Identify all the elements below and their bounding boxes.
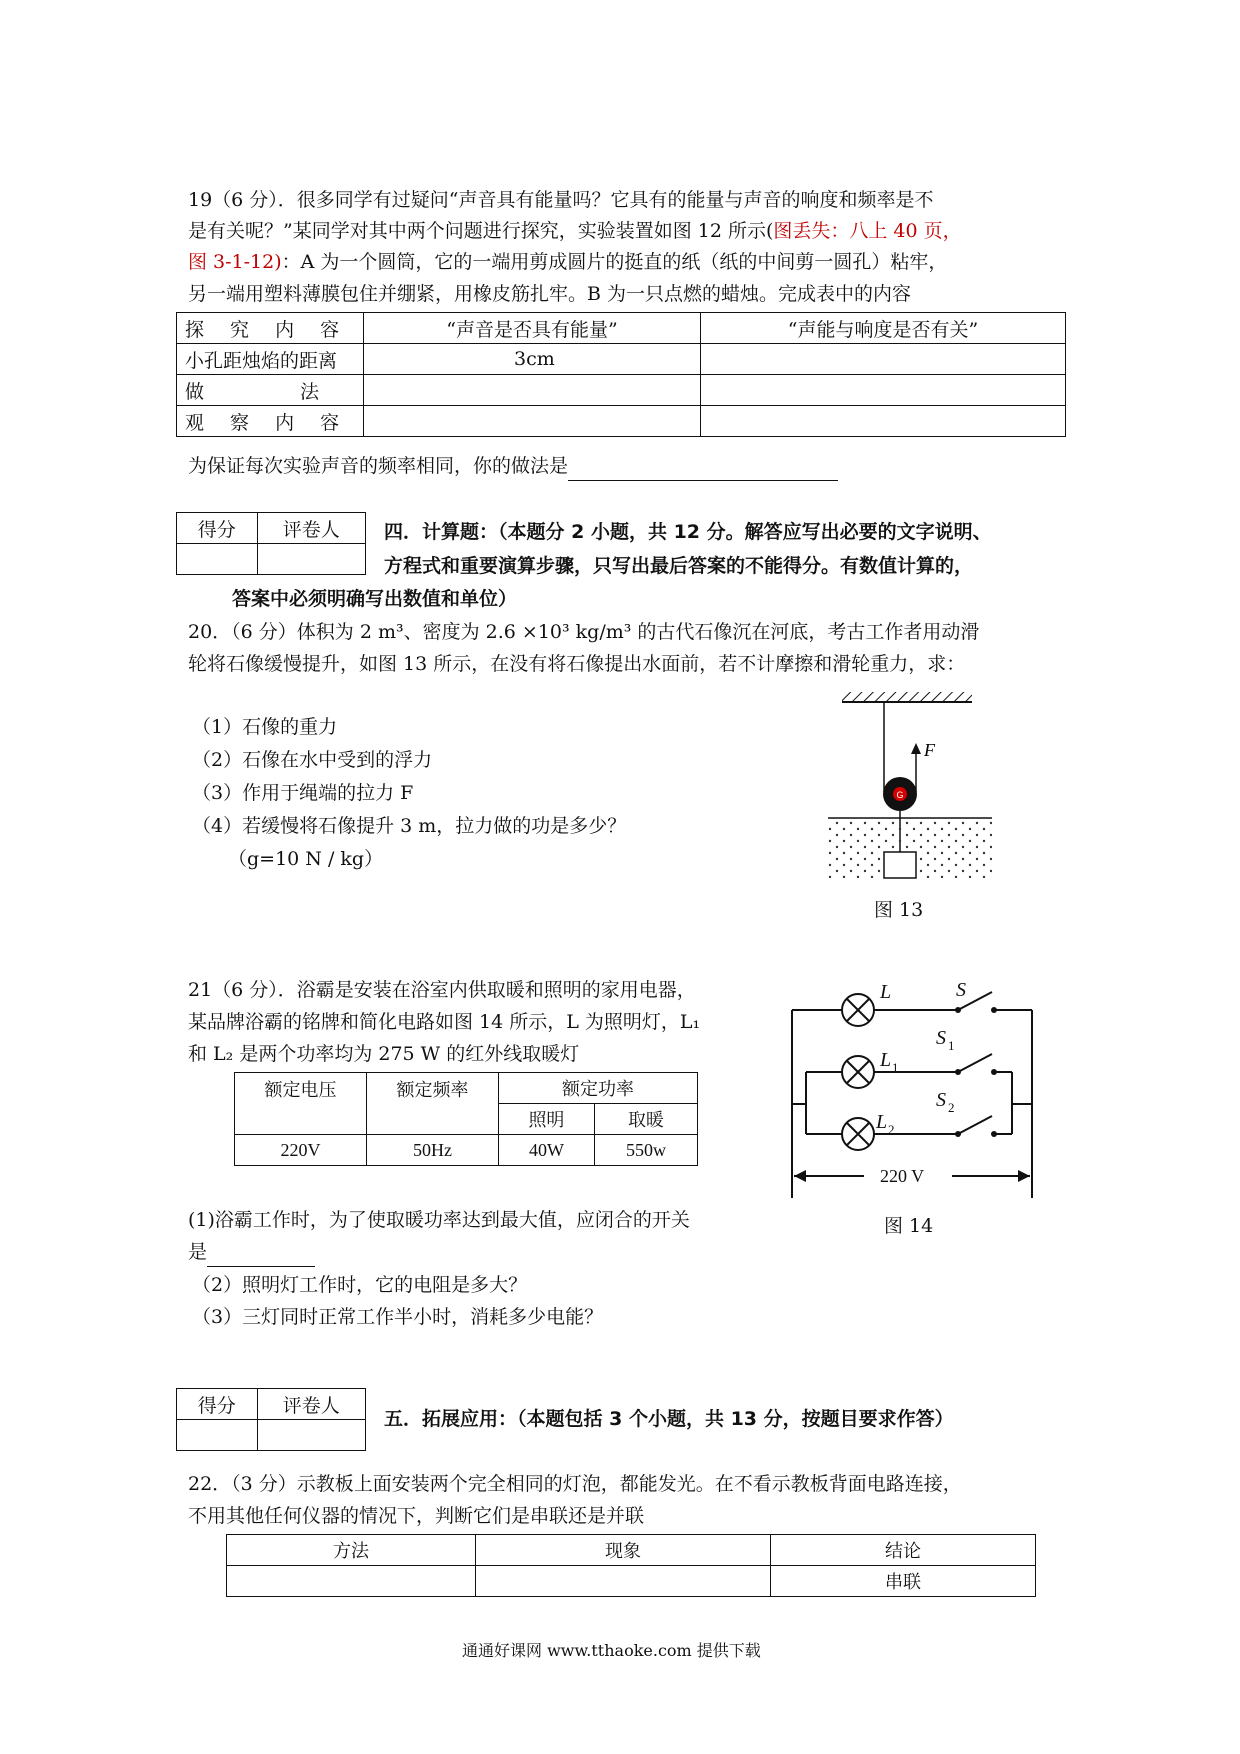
q21-question-3: （3）三灯同时正常工作半小时，消耗多少电能？ [192,1306,604,1328]
q19-table-header-content: 探 究 内 容 [177,313,364,344]
switch-S2-blade [958,1116,992,1134]
score-cell[interactable] [177,544,258,575]
label-S: S [956,979,966,1001]
section4-heading-line2: 方程式和重要演算步骤，只写出最后答案的不能得分。有数值计算的， [384,555,974,577]
q21-nameplate-table [234,1072,698,1166]
header-rated-voltage: 额定电压 [235,1073,367,1135]
figure-14-caption: 图 14 [884,1215,934,1237]
grader-label: 评卷人 [257,513,365,544]
label-S2-sub: 2 [948,1100,955,1115]
figure-14-circuit [784,966,1042,1202]
figure-13-caption: 图 13 [874,899,924,921]
q21-line1: 21（6 分）．浴霸是安装在浴室内供取暖和照明的家用电器， [188,979,696,1001]
grader-label: 评卷人 [257,1389,365,1420]
value-heating-power: 550w [594,1135,697,1166]
switch-S1-blade [958,1054,992,1072]
q21-question-1-text: 是 [188,1241,208,1263]
q19-table-row-observe-label: 观 察 内 容 [177,406,364,437]
header-method: 方法 [227,1535,476,1566]
header-conclusion: 结论 [771,1535,1036,1566]
grader-cell[interactable] [257,544,365,575]
label-L2-sub: 2 [888,1122,895,1137]
q19-table-cell-empty[interactable] [364,375,701,406]
header-lighting: 照明 [499,1104,595,1135]
q19-line3 [188,248,947,276]
q19-table-row-distance-label: 小孔距烛焰的距离 [177,344,364,375]
q19-table-cell-empty[interactable] [701,344,1066,375]
q22-table [226,1534,1036,1597]
q21-question-1-end [188,1238,315,1267]
q20-item-4: （4）若缓慢将石像提升 3 m，拉力做的功是多少？ [192,815,627,837]
value-lighting-power: 40W [499,1135,595,1166]
figure-13-pulley [820,688,1000,898]
q19-table-cell-empty[interactable] [701,406,1066,437]
header-phenomenon: 现象 [476,1535,771,1566]
label-voltage: 220 V [880,1166,925,1186]
header-heating: 取暖 [594,1104,697,1135]
q21-question-2: （2）照明灯工作时，它的电阻是多大？ [192,1274,528,1296]
label-L2: L [876,1111,888,1133]
section4-heading-line1: 四．计算题：（本题分 2 小题，共 12 分。解答应写出必要的文字说明、 [384,521,992,543]
value-rated-voltage: 220V [235,1135,367,1166]
section5-heading: 五．拓展应用：（本题包括 3 个小题，共 13 分，按题目要求作答） [384,1408,954,1430]
q19-tail-text: 为保证每次实验声音的频率相同，你的做法是 [188,455,569,477]
score-box-1 [176,512,366,575]
statue-block [884,852,916,878]
label-L: L [880,981,892,1003]
q19-line4: 另一端用塑料薄膜包住并绷紧，用橡皮筋扎牢。B 为一只点燃的蜡烛。完成表中的内容 [188,283,912,305]
q19-answer-blank[interactable] [568,452,838,481]
ceiling-hatch [842,692,972,702]
q19-table-header-energy: “声音是否具有能量” [364,313,701,344]
score-box-2 [176,1388,366,1451]
q22-line2: 不用其他任何仪器的情况下，判断它们是串联还是并联 [188,1505,645,1527]
q19-missing-figure-note: 图丢失：八上 40 页， [773,220,962,242]
grader-cell[interactable] [257,1420,365,1451]
score-label: 得分 [177,1389,258,1420]
q21-line3: 和 L₂ 是两个功率均为 275 W 的红外线取暖灯 [188,1043,580,1065]
label-L1: L [880,1049,892,1071]
voltage-arrow-right-icon [1018,1170,1030,1182]
q19-line2 [188,217,962,245]
score-label: 得分 [177,513,258,544]
q19-table-cell-empty[interactable] [364,406,701,437]
q19-line3-text: ：A 为一个圆筒，它的一端用剪成圆片的挺直的纸（纸的中间剪一圆孔）粘牢， [281,251,948,273]
q21-switch-answer-blank[interactable] [207,1238,315,1267]
q20-item-3: （3）作用于绳端的拉力 F [192,782,414,804]
q19-tail [188,452,838,481]
q20-line1: 20．（6 分）体积为 2 m³、密度为 2.6 ×10³ kg/m³ 的古代石像沉在河底，考古工作者用动滑 [188,621,980,643]
footer-download-note: 通通好课网 www.tthaoke.com 提供下载 [462,1641,761,1660]
q21-question-1: (1)浴霸工作时，为了使取暖功率达到最大值，应闭合的开关 [188,1209,690,1231]
force-arrow-head [911,743,921,754]
q22-line1: 22．（3 分）示教板上面安装两个完全相同的灯泡，都能发光。在不看示教板背面电路连接， [188,1473,962,1495]
conclusion-series: 串联 [771,1566,1036,1597]
value-rated-frequency: 50Hz [367,1135,499,1166]
score-cell[interactable] [177,1420,258,1451]
q19-line2-text: 是有关呢？”某同学对其中两个问题进行探究，实验装置如图 12 所示( [188,220,774,242]
q19-line1: 19（6 分）．很多同学有过疑问“声音具有能量吗？它具有的能量与声音的响度和频率是不 [188,189,934,211]
label-S2: S [936,1089,946,1111]
label-S1-sub: 1 [948,1038,955,1053]
q21-line2: 某品牌浴霸的铭牌和简化电路如图 14 所示，L 为照明灯，L₁ [188,1011,701,1033]
voltage-arrow-left-icon [794,1170,806,1182]
q19-table-distance-value: 3cm [364,344,701,375]
label-L1-sub: 1 [892,1060,899,1075]
q20-g-value: （g=10 N / kg） [228,848,384,870]
q20-line2: 轮将石像缓慢提升，如图 13 所示，在没有将石像提出水面前，若不计摩擦和滑轮重力，求： [188,653,966,675]
q19-table-header-loudness: “声能与响度是否有关” [701,313,1066,344]
phenomenon-cell[interactable] [476,1566,771,1597]
q19-missing-figure-ref: 图 3-1-12) [188,251,282,273]
section4-heading-line3: 答案中必须明确写出数值和单位） [232,588,518,610]
force-label: F [924,740,935,760]
q19-table-row-method-label: 做 法 [177,375,364,406]
label-S1: S [936,1027,946,1049]
q19-table [176,312,1066,437]
header-rated-frequency: 额定频率 [367,1073,499,1135]
q20-item-2: （2）石像在水中受到的浮力 [192,749,433,771]
pulley-label: G [896,790,904,800]
method-cell[interactable] [227,1566,476,1597]
header-rated-power: 额定功率 [499,1073,698,1104]
q19-table-cell-empty[interactable] [701,375,1066,406]
q20-item-1: （1）石像的重力 [192,716,338,738]
